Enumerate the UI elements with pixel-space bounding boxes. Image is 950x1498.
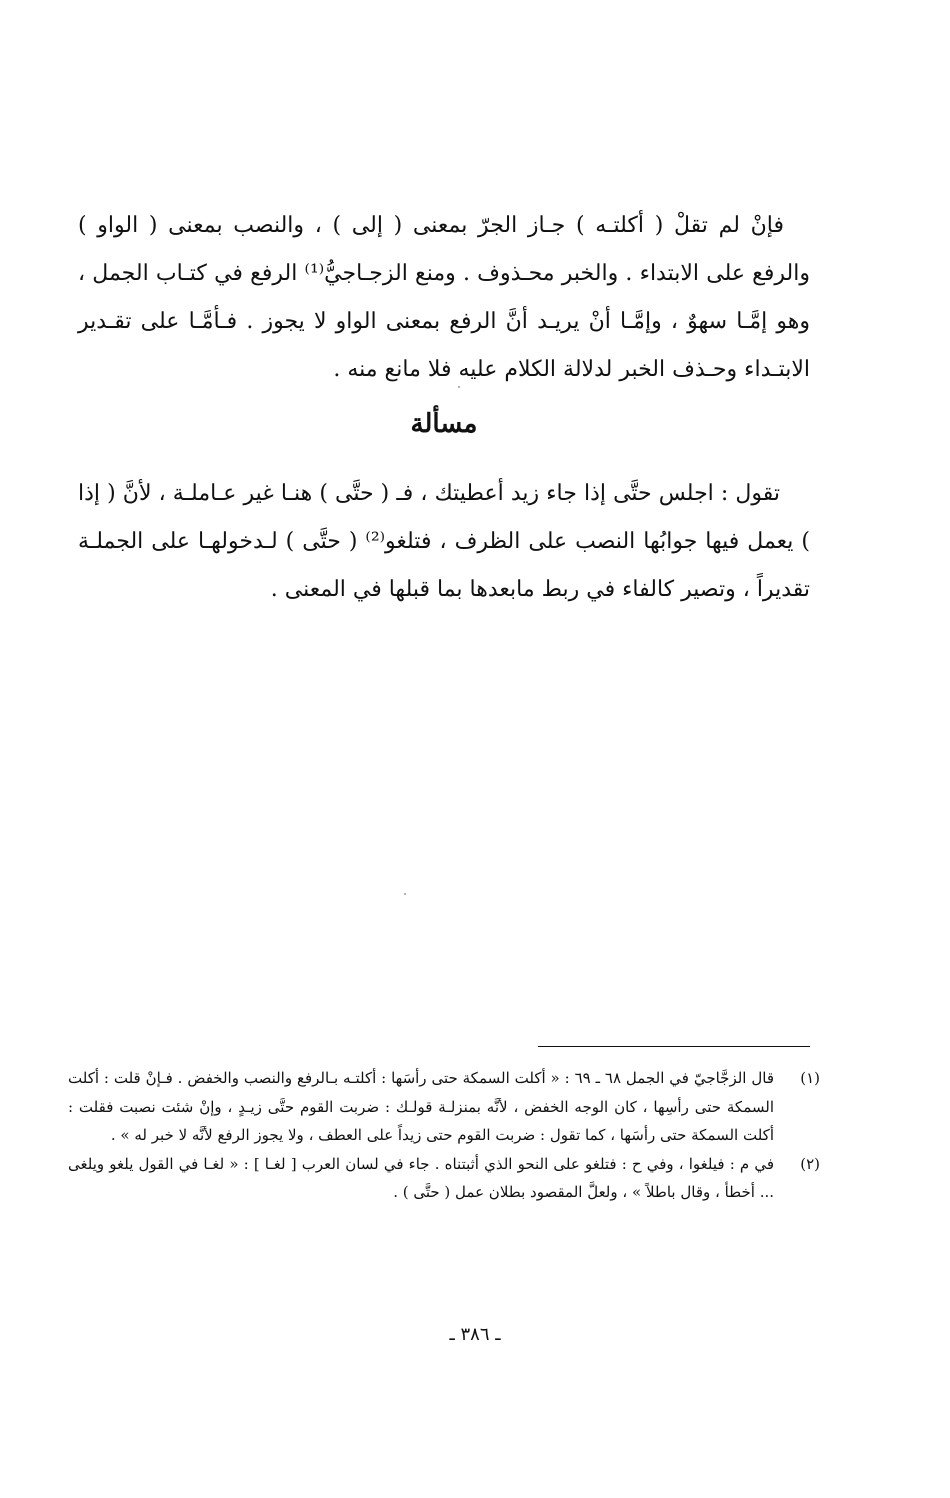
footnote-number: (١) (800, 1069, 820, 1087)
footnote-item (68, 1064, 820, 1150)
body-paragraph: فإنْ لم تقلْ ( أكلتـه ) جـاز الجرّ بمعنى ( إلى ) ، والنصب بمعنى ( الواو ) والرفع على الابتداء . والخبر محـذوف . ومنع الزجـاجيُّ⁽¹⁾ الرفع في كتـاب الجمل ، وهو إمَّـا سهوٌ ، وإمَّـا أنْ يريـد أنَّ الرفع بمعنى الواو لا يجوز . فـأمَّـا على تقـدير الابتـداء وحـذف الخبر لدلالة الكلام عليه فلا مانع منه . (78, 213, 810, 382)
footnote-separator (538, 1046, 810, 1047)
footnote-number: (٢) (800, 1154, 820, 1173)
section-heading: مسألة (410, 409, 478, 439)
footnote-text: قال الزجَّاجيّ في الجمل ٦٨ ـ ٦٩ : « أكلت السمكة حتى رأسَها : أكلتـه بـالرفع والنصب والخفض . فـإنْ قلت : أكلت السمكة حتى رأسِها ، كان الوجه الخفض ، لأنَّه بمنزلـة قولـك : ضربت القوم حتَّى زيـدٍ ، وإنْ شئت نصبت فقلت : أكلت السمكة حتى رأسَها ، كما تقول : ضربت القوم حتى زيداً على العطف ، ولا يجوز الرفع لأنَّه لا خبر له » . (68, 1069, 774, 1144)
footnote-item (68, 1150, 820, 1207)
footnotes-block (68, 1064, 820, 1207)
ink-speck (404, 893, 406, 895)
page-number: ـ ٣٨٦ ـ (449, 1324, 501, 1345)
main-text-block (78, 202, 810, 394)
second-text-block (78, 470, 810, 614)
ink-speck (458, 386, 460, 388)
footnote-text: في م : فيلغوا ، وفي ح : فتلغو على النحو الذي أثبتناه . جاء في لسان العرب [ لغـا ] : « لغـا في القول يلغو ويلغى ... أخطأ ، وقال باطلاً » ، ولعلَّ المقصود بطلان عمل ( حتَّى ) . (68, 1154, 774, 1201)
body-paragraph: تقول : اجلس حتَّى إذا جاء زيد أعطيتك ، فـ ( حتَّى ) هنـا غير عـاملـة ، لأنَّ ( إذا ) يعمل فيها جوابُها النصب على الظرف ، فتلغو⁽²⁾ ( حتَّى ) لـدخولهـا على الجملـة تقديراً ، وتصير كالفاء في ربط مابعدها بما قبلها في المعنى . (78, 481, 810, 602)
